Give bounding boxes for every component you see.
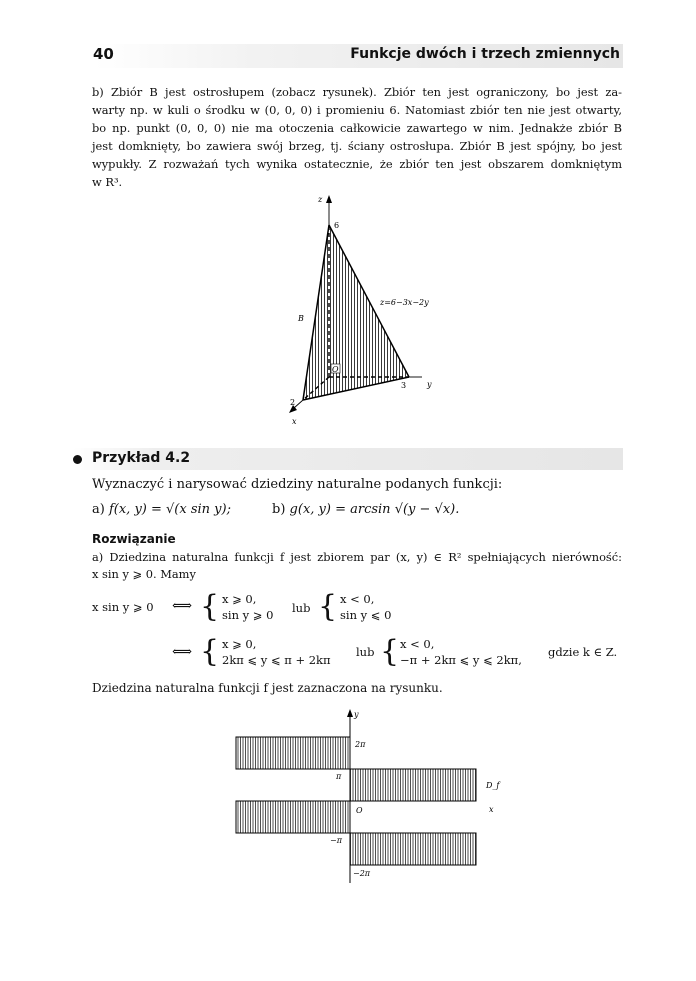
y-axis-label: y — [354, 710, 359, 719]
page-number: 40 — [93, 45, 114, 63]
system-row: sin y ⩽ 0 — [340, 608, 392, 622]
text-line: x sin y ⩾ 0. Mamy — [92, 567, 196, 581]
formula-a — [92, 502, 231, 517]
or-word: lub — [292, 601, 311, 615]
conclusion-text: Dziedzina naturalna funkcji f jest zaznaczona na rysunku. — [92, 681, 443, 695]
text-line: bo np. punkt (0, 0, 0) nie ma otoczenia całkowicie zawartego w nim. Jednakże zbiór B — [92, 121, 622, 135]
label-2: 2 — [290, 398, 296, 407]
text-line: wypukły. Z rozważań tych wynika ostatecznie, że zbiór ten jest obszarem domkniętym — [92, 157, 622, 171]
text-line: jest domknięty, bo zawiera swój brzeg, tj. ściany ostrosłupa. Zbiór B jest spójny, bo jest — [92, 139, 622, 153]
brace-icon: { — [318, 589, 338, 624]
domain-label: D_f — [486, 781, 500, 790]
paragraph-b — [92, 83, 622, 191]
tick-2pi: 2π — [355, 740, 366, 749]
origin-label: O — [332, 365, 339, 374]
solution-paragraph — [92, 549, 622, 583]
system-row: sin y ⩾ 0 — [222, 608, 274, 622]
iff-symbol: ⟺ — [172, 644, 193, 660]
domain-strip — [350, 769, 476, 801]
label-6: 6 — [334, 221, 340, 230]
brace-icon: { — [380, 634, 400, 669]
plane-equation: z=6−3x−2y — [380, 298, 429, 307]
text-line: a) Dziedzina naturalna funkcji f jest zbiorem par (x, y) ∈ R² spełniających nierówność: — [92, 550, 622, 564]
y-axis-label: y — [427, 380, 432, 389]
x-axis-label: x — [292, 417, 297, 426]
brace-icon: { — [200, 634, 220, 669]
brace-icon: { — [200, 589, 220, 624]
pyramid-figure — [270, 190, 470, 430]
tick-minus-2pi: −2π — [353, 869, 371, 878]
example-task: Wyznaczyć i narysować dziedziny naturalne podanych funkcji: — [92, 477, 503, 492]
solution-heading: Rozwiązanie — [92, 532, 176, 546]
domain-strip — [236, 737, 350, 769]
formula-a-label: a) — [92, 502, 105, 517]
running-title: Funkcje dwóch i trzech zmiennych — [350, 46, 620, 62]
text-line: b) Zbiór B jest ostrosłupem (zobacz rysunek). Zbiór ten jest ograniczony, bo jest za- — [92, 85, 622, 99]
iff-symbol: ⟺ — [172, 598, 193, 614]
formula-b — [272, 502, 459, 517]
system-row: x ⩾ 0, — [222, 637, 257, 651]
where-clause: gdzie k ∈ Z. — [548, 645, 618, 659]
domain-strip — [236, 801, 350, 833]
y-arrow-icon — [347, 709, 353, 717]
system-row: x < 0, — [340, 592, 375, 606]
system-row: x ⩾ 0, — [222, 592, 257, 606]
origin-label: O — [356, 806, 363, 815]
text-line: warty np. w kuli o środku w (0, 0, 0) i promieniu 6. Natomiast zbiór ten nie jest otwarty, — [92, 103, 622, 117]
domain-figure — [230, 705, 510, 890]
label-3: 3 — [401, 381, 407, 390]
x-axis-label: x — [489, 805, 494, 814]
formula-a-text: f(x, y) = √(x sin y); — [108, 502, 231, 517]
tick-minus-pi: −π — [330, 836, 342, 845]
or-word: lub — [356, 645, 375, 659]
formula-b-text: g(x, y) = arcsin √(y − √x). — [289, 502, 460, 517]
text-line: w R³. — [92, 175, 123, 189]
example-title: Przykład 4.2 — [92, 450, 191, 466]
system-row: x < 0, — [400, 637, 435, 651]
system-row: −π + 2kπ ⩽ y ⩽ 2kπ, — [400, 653, 522, 667]
formula-b-label: b) — [272, 502, 286, 517]
set-label-B: B — [298, 314, 304, 323]
tick-pi: π — [336, 772, 342, 781]
z-axis-label: z — [318, 195, 323, 204]
domain-strip — [350, 833, 476, 865]
z-arrow-icon — [326, 195, 332, 203]
pyramid-face — [303, 225, 409, 400]
equation-lhs: x sin y ⩾ 0 — [92, 600, 154, 614]
bullet-icon — [73, 455, 82, 464]
x-axis — [294, 400, 303, 408]
system-row: 2kπ ⩽ y ⩽ π + 2kπ — [222, 653, 331, 667]
